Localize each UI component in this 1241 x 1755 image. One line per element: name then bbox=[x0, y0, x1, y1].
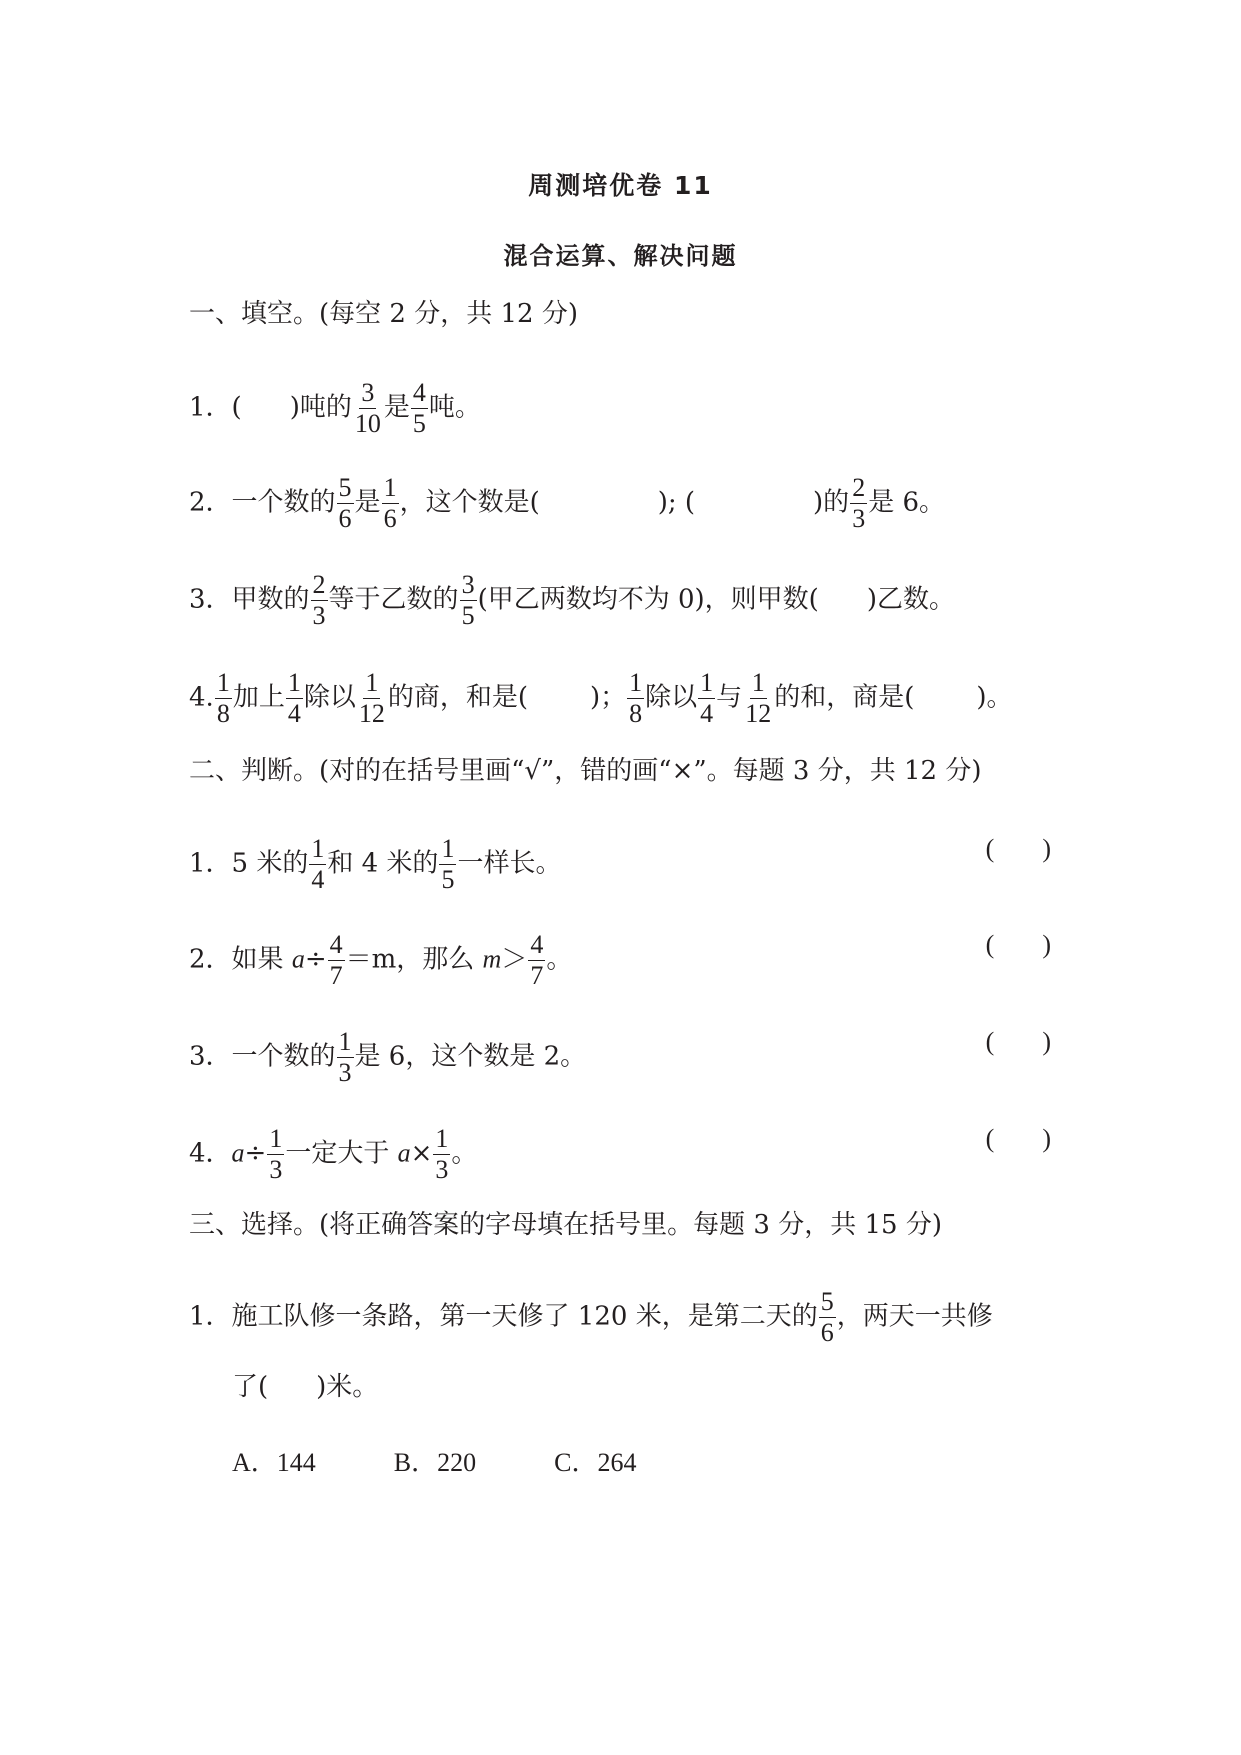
s1-question-1: 1．( )吨的 $\frac{3}{10}$ 是 $\frac{4}{5}$ 吨。 bbox=[189, 378, 481, 438]
s1-question-4: 4. $\frac{1}{8}$ 加上 $\frac{1}{4}$ 除以 $\frac{1}{12}$ 的商，和是( )； $\frac{1}{8}$ 除以 $\frac{1}{4}$ 与 $\frac{1}{12}$ 的和，商是( )。 bbox=[189, 668, 1013, 728]
fraction: $\frac{2}{3}$ bbox=[312, 570, 326, 630]
s2-question-4: 4．a÷ $\frac{1}{3}$ 一定大于 a× $\frac{1}{3}$ 。 bbox=[189, 1124, 478, 1184]
answer-blank-2[interactable]: ( ) bbox=[985, 930, 1051, 959]
s1-question-3: 3．甲数的 $\frac{2}{3}$ 等于乙数的 $\frac{3}{5}$ (甲乙两数均不为 0)，则甲数( )乙数。 bbox=[189, 570, 955, 630]
fraction: $\frac{4}{7}$ bbox=[329, 930, 343, 990]
s2-question-3: 3．一个数的 $\frac{1}{3}$ 是 6，这个数是 2。 bbox=[189, 1027, 587, 1087]
fraction: $\frac{1}{3}$ bbox=[269, 1124, 283, 1184]
fraction: $\frac{3}{5}$ bbox=[461, 570, 475, 630]
page-subtitle: 混合运算、解决问题 bbox=[503, 242, 738, 270]
option-c[interactable]: C．264 bbox=[554, 1448, 637, 1477]
fraction: $\frac{1}{8}$ bbox=[216, 668, 230, 728]
section3-heading: 三、选择。(将正确答案的字母填在括号里。每题 3 分，共 15 分) bbox=[189, 1210, 942, 1240]
s1-question-2: 2．一个数的 $\frac{5}{6}$ 是 $\frac{1}{6}$ ，这个数是( ); ( )的 $\frac{2}{3}$ 是 6。 bbox=[189, 473, 945, 533]
fraction: $\frac{4}{5}$ bbox=[412, 378, 426, 438]
fraction: $\frac{1}{5}$ bbox=[441, 834, 455, 894]
answer-blank-1[interactable]: ( ) bbox=[985, 834, 1051, 863]
fraction: $\frac{1}{3}$ bbox=[435, 1124, 449, 1184]
answer-blank-4[interactable]: ( ) bbox=[985, 1124, 1051, 1153]
fraction: $\frac{1}{4}$ bbox=[700, 668, 714, 728]
answer-blank-3[interactable]: ( ) bbox=[985, 1027, 1051, 1056]
fraction: $\frac{1}{12}$ bbox=[745, 668, 772, 728]
s3-question-1-continued: 了( )米。 bbox=[232, 1372, 379, 1402]
fraction: $\frac{5}{6}$ bbox=[338, 473, 352, 533]
page-title: 周测培优卷 11 bbox=[528, 171, 713, 200]
fraction: $\frac{1}{4}$ bbox=[311, 834, 325, 894]
fraction: $\frac{3}{10}$ bbox=[354, 378, 381, 438]
fraction: $\frac{4}{7}$ bbox=[530, 930, 544, 990]
fraction: $\frac{1}{12}$ bbox=[358, 668, 385, 728]
section2-heading: 二、判断。(对的在括号里画“√”，错的画“×”。每题 3 分，共 12 分) bbox=[189, 756, 982, 786]
fraction: $\frac{2}{3}$ bbox=[852, 473, 866, 533]
option-a[interactable]: A．144 bbox=[232, 1448, 316, 1477]
fraction: $\frac{1}{6}$ bbox=[383, 473, 397, 533]
section1-heading: 一、填空。(每空 2 分，共 12 分) bbox=[189, 299, 578, 329]
fraction: $\frac{1}{4}$ bbox=[287, 668, 301, 728]
s3-question-1: 1．施工队修一条路，第一天修了 120 米，是第二天的 $\frac{5}{6}$ ，两天一共修 bbox=[189, 1287, 993, 1347]
fraction: $\frac{1}{8}$ bbox=[629, 668, 643, 728]
s3-question-1-options bbox=[232, 1445, 714, 1481]
s2-question-1: 1．5 米的 $\frac{1}{4}$ 和 4 米的 $\frac{1}{5}$ 一样长。 bbox=[189, 834, 562, 894]
option-b[interactable]: B．220 bbox=[393, 1448, 477, 1477]
s2-question-2: 2．如果 a÷ $\frac{4}{7}$ ＝m，那么 m＞ $\frac{4}{7}$ 。 bbox=[189, 930, 573, 990]
fraction: $\frac{5}{6}$ bbox=[820, 1287, 834, 1347]
fraction: $\frac{1}{3}$ bbox=[338, 1027, 352, 1087]
